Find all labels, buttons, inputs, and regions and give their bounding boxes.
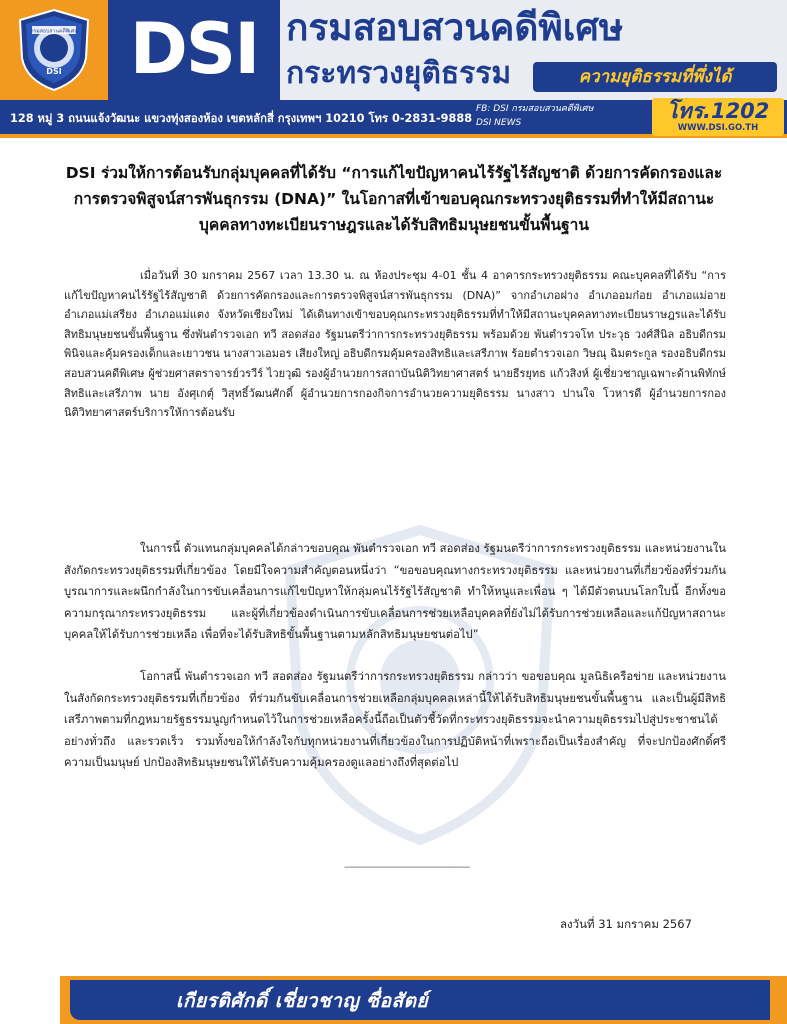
- slogan-badge: ความยุติธรรมที่พึ่งได้: [533, 62, 777, 92]
- article-paragraph-2: ในการนี้ ตัวแทนกลุ่มบุคคลได้กล่าวขอบคุณ พันตำรวจเอก ทวี สอดส่อง รัฐมนตรีว่าการกระทรวงยุติธรรม และหน่วยงานในสังกัดกระทรวงยุติธรรมที่เกี่ยวข้อง โดยมีใจความสำคัญตอนหนึ่งว่า “ขอขอบคุณทางกระทรวงยุติธรรม และหน่วยงานที่เกี่ยวข้องที่ร่วมกันบูรณาการและผนึกกำลังในการขับเคลื่อนการแก้ไขปัญหาให้กลุ่มคนไร้รัฐไร้สัญชาติ ทำให้หนูและเพื่อน ๆ ได้มีตัวตนบนโลกใบนี้ อีกทั้งขอความกรุณากระทรวงยุติธรรม และผู้ที่เกี่ยวข้องดำเนินการขับเคลื่อนการช่วยเหลือบุคคลที่ยังไม่ได้รับการช่วยเหลือและแก้ปัญหาสถานะบุคคลให้ได้รับการช่วยเหลือ เพื่อที่จะได้รับสิทธิขั้นพื้นฐานตามหลักสิทธิมนุษยชนต่อไป”: [64, 542, 726, 642]
- facebook-page: FB: DSI กรมสอบสวนคดีพิเศษ: [476, 104, 594, 114]
- letterhead: [0, 0, 787, 138]
- logo-badge-text: DSI: [46, 67, 62, 76]
- brand-panel: [108, 0, 280, 100]
- facebook-news: DSI NEWS: [476, 118, 522, 128]
- dsi-shield-logo: [14, 8, 94, 92]
- dateline: ลงวันที่ 31 มกราคม 2567: [560, 917, 692, 931]
- footer-motto: เกียรติศักดิ์ เชี่ยวชาญ ซื่อสัตย์: [176, 990, 429, 1012]
- brand-mark: DSI: [129, 8, 259, 90]
- hotline-badge: [652, 98, 784, 136]
- address-text: 128 หมู่ 3 ถนนแจ้งวัฒนะ แขวงทุ่งสองห้อง เขตหลักสี่ กรุงเทพฯ 10210 โทร 0-2831-9888: [10, 112, 473, 125]
- hotline-number: โทร.1202: [666, 99, 770, 123]
- section-separator: ------------------------------------------------: [344, 862, 470, 873]
- article-paragraph-3: โอกาสนี้ พันตำรวจเอก ทวี สอดส่อง รัฐมนตรีว่าการกระทรวงยุติธรรม กล่าวว่า ขอขอบคุณ มูลนิธิเครือข่าย และหน่วยงานในสังกัดกระทรวงยุติธรรมที่เกี่ยวข้อง ที่ร่วมกันขับเคลื่อนการช่วยเหลือกลุ่มบุคคลเหล่านี้ให้ได้รับสิทธิมนุษยชนขั้นพื้นฐาน และเป็นผู้มีสิทธิเสรีภาพตามที่กฎหมายรัฐธรรมนูญกำหนดไว้ในการช่วยเหลือครั้งนี้ถือเป็นตัวชี้วัดที่กระทรวงยุติธรรมจะนำความยุติธรรมไปสู่ประชาชนได้อย่างทั่วถึง และรวดเร็ว รวมทั้งขอให้กำลังใจกับทุกหน่วยงานที่เกี่ยวข้องในการปฏิบัติหน้าที่เพราะถือเป็นเรื่องสำคัญ ที่จะปกป้องศักดิ์ศรีความเป็นมนุษย์ ปกป้องสิทธิมนุษยชนให้ได้รับความคุ้มครองดูแลอย่างถึงที่สุดต่อไป: [64, 670, 726, 770]
- article-paragraph-1: เมื่อวันที่ 30 มกราคม 2567 เวลา 13.30 น. ณ ห้องประชุม 4-01 ชั้น 4 อาคารกระทรวงยุติธรรม คณะบุคคลที่ได้รับ “การแก้ไขปัญหาคนไร้รัฐไร้สัญชาติ ด้วยการคัดกรองและการตรวจพิสูจน์สารพันธุกรรม (DNA)” จากอำเภอฝาง อำเภออมก๋อย อำเภอแม่อาย อำเภอแม่เสรียง อำเภอแม่แตง จังหวัดเชียงใหม่ ได้เดินทางเข้าขอบคุณกระทรวงยุติธรรมที่ทำให้มีสถานะบุคคลทางทะเบียนราษฎรและได้รับสิทธิมนุษยชนขั้นพื้นฐาน ซึ่งพันตำรวจเอก ทวี สอดส่อง รัฐมนตรีว่าการกระทรวงยุติธรรม พร้อมด้วย พันตำรวจโท ประวุธ วงศ์สีนิล อธิบดีกรมพินิจและคุ้มครองเด็กและเยาวชน นางสาวเอมอร เสียงใหญ่ อธิบดีกรมคุ้มครองสิทธิและเสรีภาพ ร้อยตำรวจเอก วิษณุ ฉิมตระกูล รองอธิบดีกรมสอบสวนคดีพิเศษ ผู้ช่วยศาสตราจารย์วรวีร์ ไวยวุฒิ รองผู้อำนวยการสถาบันนิติวิทยาศาสตร์ นายธีรยุทธ แก้วสิงห์ ผู้เชี่ยวชาญเฉพาะด้านพิทักษ์สิทธิและเสรีภาพ นาย อังศุเกตุ์ วิสุทธิ์วัฒนศักดิ์ ผู้อำนวยการกองกิจการอำนวยความยุติธรรม นางสาว ปานใจ โวหารดี ผู้อำนวยการกองนิติวิทยาศาสตร์บริการให้การต้อนรับ: [64, 269, 726, 420]
- department-name: กรมสอบสวนคดีพิเศษ: [286, 6, 624, 49]
- footer: [0, 976, 787, 1024]
- ministry-name: กระทรวงยุติธรรม: [286, 56, 512, 91]
- logo-panel: [0, 0, 108, 100]
- logo-caption: กรมสอบสวนคดีพิเศษ: [30, 28, 78, 35]
- website-link[interactable]: WWW.DSI.GO.TH: [677, 123, 759, 133]
- article-title: DSI ร่วมให้การต้อนรับกลุ่มบุคคลที่ได้รับ “การแก้ไขปัญหาคนไร้รัฐไร้สัญชาติ ด้วยการคัดกรองและการตรวจพิสูจน์สารพันธุกรรม (DNA)” ในโอกาสที่เข้าขอบคุณกระทรวงยุติธรรมที่ทำให้มีสถานะบุคคลทางทะเบียนราษฎรและได้รับสิทธิมนุษยชนขั้นพื้นฐาน: [65, 164, 723, 234]
- facebook-info: [476, 102, 593, 130]
